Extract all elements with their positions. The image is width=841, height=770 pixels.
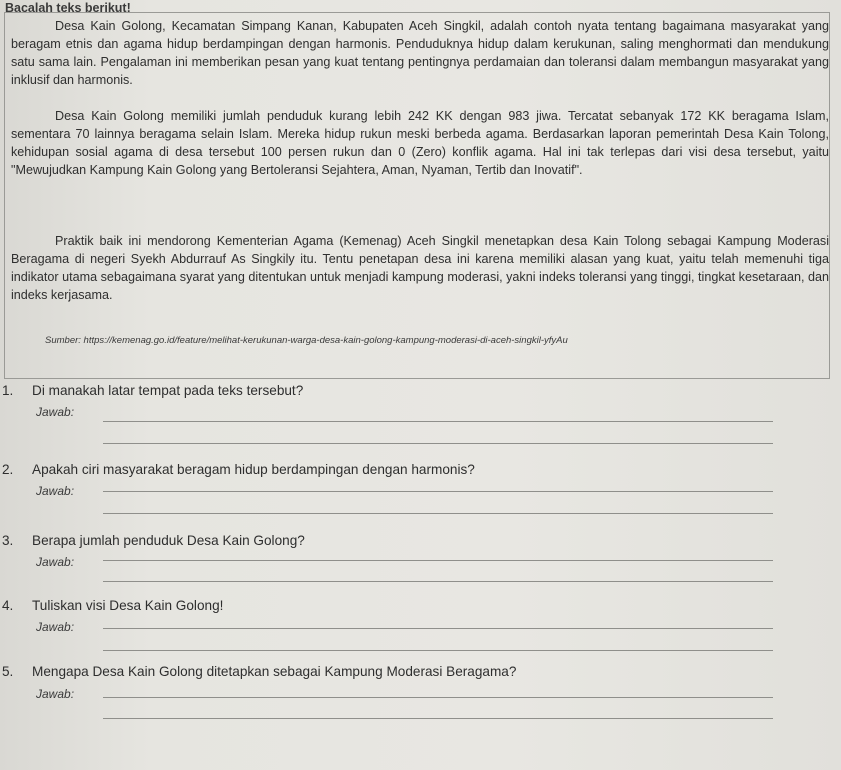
answer-label: Jawab: bbox=[36, 555, 75, 569]
question-5 bbox=[2, 664, 516, 679]
paragraph-1: Desa Kain Golong, Kecamatan Simpang Kanan, Kabupaten Aceh Singkil, adalah contoh nyata tentang bagaimana masyarakat yang beragam etnis dan agama hidup berdampingan dengan harmonis. Penduduknya hidup dalam kerukunan, saling menghormati dan mendukung satu sama lain. Pengalaman ini memberikan pesan yang kuat tentang pentingnya perdamaian dan toleransi dalam membangun masyarakat yang inklusif dan harmonis. bbox=[11, 19, 829, 87]
answer-line[interactable] bbox=[103, 581, 773, 582]
question-2 bbox=[2, 462, 475, 477]
question-number: 3. bbox=[2, 533, 14, 548]
answer-label: Jawab: bbox=[36, 405, 75, 419]
question-text: Apakah ciri masyarakat beragam hidup berdampingan dengan harmonis? bbox=[32, 462, 475, 477]
question-number: 4. bbox=[2, 598, 14, 613]
answer-line[interactable] bbox=[103, 443, 773, 444]
question-4 bbox=[2, 598, 223, 613]
question-text: Mengapa Desa Kain Golong ditetapkan sebagai Kampung Moderasi Beragama? bbox=[32, 664, 517, 679]
reading-text-box bbox=[4, 12, 830, 379]
answer-line[interactable] bbox=[103, 421, 773, 422]
question-number: 5. bbox=[2, 664, 14, 679]
question-3 bbox=[2, 533, 305, 548]
question-1 bbox=[2, 383, 303, 398]
question-number: 1. bbox=[2, 383, 14, 398]
answer-line[interactable] bbox=[103, 560, 773, 561]
question-text: Berapa jumlah penduduk Desa Kain Golong? bbox=[32, 533, 305, 548]
question-text: Di manakah latar tempat pada teks tersebut? bbox=[32, 383, 304, 398]
answer-label: Jawab: bbox=[36, 687, 75, 701]
question-text: Tuliskan visi Desa Kain Golong! bbox=[32, 598, 224, 613]
answer-line[interactable] bbox=[103, 650, 773, 651]
question-number: 2. bbox=[2, 462, 14, 477]
paragraph-2: Desa Kain Golong memiliki jumlah penduduk kurang lebih 242 KK dengan 983 jiwa. Tercatat sebanyak 172 KK beragama Islam, sementara 70 lainnya beragama selain Islam. Mereka hidup rukun meski berbeda agama. Berdasarkan laporan pemerintah Desa Kain Tolong, kehidupan sosial agama di desa tersebut 100 persen rukun dan 0 (Zero) konflik agama. Hal ini tak terlepas dari visi desa tersebut, yaitu "Mewujudkan Kampung Kain Golong yang Bertoleransi Sejahtera, Aman, Nyaman, Tertib dan Inovatif". bbox=[11, 109, 829, 177]
answer-line[interactable] bbox=[103, 513, 773, 514]
answer-label: Jawab: bbox=[36, 484, 75, 498]
answer-line[interactable] bbox=[103, 718, 773, 719]
instruction-heading: Bacalah teks berikut! bbox=[5, 1, 131, 15]
paragraph-3: Praktik baik ini mendorong Kementerian Agama (Kemenag) Aceh Singkil menetapkan desa Kain Tolong sebagai Kampung Moderasi Beragama di negeri Syekh Abdurrauf As Singkily itu. Tentu penetapan desa ini karena memiliki alasan yang kuat, yaitu telah memenuhi tiga indikator utama sebagaimana syarat yang ditentukan untuk menjadi kampung moderasi, yakni indeks toleransi yang tinggi, tingkat kesetaraan, dan indeks kerjasama. bbox=[11, 234, 829, 302]
source-citation: Sumber: https://kemenag.go.id/feature/melihat-kerukunan-warga-desa-kain-golong-kampung-moderasi-di-aceh-singkil-yfyAu bbox=[45, 335, 568, 346]
answer-line[interactable] bbox=[103, 628, 773, 629]
answer-line[interactable] bbox=[103, 697, 773, 698]
answer-line[interactable] bbox=[103, 491, 773, 492]
answer-label: Jawab: bbox=[36, 620, 75, 634]
